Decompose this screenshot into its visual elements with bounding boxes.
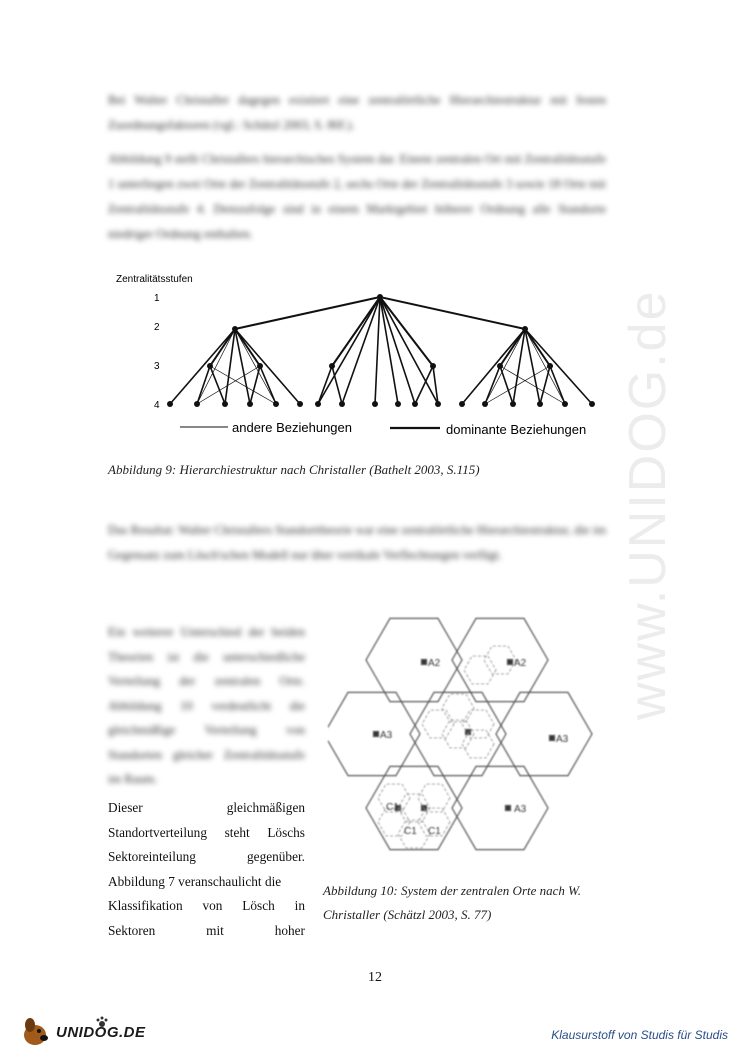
fig10-label: A3 <box>556 734 569 745</box>
fig10-label: A2 <box>428 658 441 669</box>
node-level-4 <box>537 401 543 407</box>
other-edge <box>235 329 260 358</box>
node-level-4 <box>247 401 253 407</box>
node-level-4 <box>297 401 303 407</box>
sub-hexagon <box>422 710 454 738</box>
node-level-2 <box>522 326 528 332</box>
node-level-4 <box>222 401 228 407</box>
node-level-3 <box>207 363 213 369</box>
central-place-marker <box>508 660 513 665</box>
fig10-label: A2 <box>514 658 527 669</box>
paragraph-result: Das Resultat: Walter Christallers Standorttheorie war eine zentralörtliche Hierarchiestruktur, die im Gegensatz zum Lösch'schen Modell nur über vertikale Verflechtungen verfügt. <box>108 523 606 562</box>
text-line: Standortverteilung steht Löschs <box>108 824 305 840</box>
level-label-3: 3 <box>154 361 160 372</box>
legend-other: andere Beziehungen <box>232 420 352 435</box>
text-line: Sektoreinteilung gegenüber. <box>108 849 305 864</box>
node-level-4 <box>315 401 321 407</box>
dominant-edge <box>540 366 550 404</box>
paragraph-1: Bei Walter Christaller dagegen existiert eine zentralörtliche Hierarchiestruktur mit festen Zuordnungsfaktoren (vgl.: Schätzl 2003, S. 80f.). <box>108 93 606 132</box>
dominant-edge <box>318 297 380 404</box>
node-level-4 <box>372 401 378 407</box>
paragraph-intro <box>108 88 606 247</box>
figure-10 <box>328 612 600 874</box>
market-hexagon <box>410 692 506 775</box>
node-level-3 <box>329 363 335 369</box>
node-level-4 <box>167 401 173 407</box>
dog-icon <box>20 1016 54 1048</box>
dominant-edge <box>332 297 380 366</box>
text-line: Klassifikation von Lösch in <box>108 898 305 913</box>
dominant-edge <box>375 297 380 404</box>
paragraph-2: Abbildung 9 stellt Christallers hierarchisches System dar. Einem zentralen Ort mit Zentralitätsstufe 1 unterliegen zwei Orte der Zentralitätsstufe 2, sechs Orte der Zentralitätsstufe 3 sowie 18 Orte mit Zentralitätsstufe 4. Demzufolge sind in einem Marktgebiet höherer Ordnung alle Standorte niedriger Ordnung enthalten. <box>108 152 606 241</box>
fig10-label: C1 <box>404 826 417 837</box>
caption-figure-10: Abbildung 10: System der zentralen Orte nach W. Christaller (Schätzl 2003, S. 77) <box>323 883 582 922</box>
other-edge <box>235 329 276 404</box>
dominant-edge <box>342 297 380 404</box>
logo-text: UNIDOG.DE <box>56 1024 146 1041</box>
watermark: www.UNIDOG.de <box>619 289 677 720</box>
fig10-label: C1 <box>428 826 441 837</box>
node-level-4 <box>194 401 200 407</box>
node-level-4 <box>482 401 488 407</box>
node-level-4 <box>459 401 465 407</box>
dominant-edge <box>260 366 276 404</box>
node-level-3 <box>497 363 503 369</box>
node-level-4 <box>273 401 279 407</box>
level-label-2: 2 <box>154 322 160 333</box>
paragraph-left-blurred: Ein weiterer Unterschied der beiden Theorien ist die unterschiedliche Verteilung der zentralen Orte. Abbildung 10 verdeutlicht die gleichmäßige Verteilung von Standorten gleicher Zentralitätsstufe im Raum. <box>108 625 305 786</box>
caption-figure-9: Abbildung 9: Hierarchiestruktur nach Christaller (Bathelt 2003, S.115) <box>108 462 480 477</box>
text-line: Abbildung 7 veranschaulicht die <box>108 873 282 889</box>
text-line: Sektoren mit hoher <box>108 922 305 938</box>
figure-9 <box>110 268 630 448</box>
node-level-4 <box>562 401 568 407</box>
dominant-edge <box>485 366 500 404</box>
sub-hexagon <box>464 656 496 684</box>
central-place-marker <box>550 736 555 741</box>
fig10-label: A3 <box>514 804 527 815</box>
hierarchy-diagram <box>110 268 630 448</box>
market-hexagon <box>452 618 548 701</box>
hexagon-diagram <box>328 612 600 874</box>
node-level-4 <box>395 401 401 407</box>
market-hexagon <box>366 766 462 849</box>
dominant-edge <box>235 297 380 329</box>
market-hexagon <box>366 618 462 701</box>
dominant-edge <box>525 329 592 404</box>
central-place-marker <box>374 732 379 737</box>
node-level-4 <box>510 401 516 407</box>
dominant-edge <box>210 366 225 404</box>
central-place-marker <box>506 806 511 811</box>
market-hexagon <box>452 766 548 849</box>
node-level-4 <box>589 401 595 407</box>
node-level-3 <box>430 363 436 369</box>
page-number: 12 <box>368 970 382 985</box>
fig10-label: C1 <box>386 802 399 813</box>
node-level-4 <box>412 401 418 407</box>
central-place-marker <box>422 660 427 665</box>
levels-title: Zentralitätsstufen <box>116 274 193 285</box>
node-level-3 <box>257 363 263 369</box>
unidog-logo[interactable] <box>20 1016 160 1048</box>
node-level-4 <box>435 401 441 407</box>
node-level-2 <box>232 326 238 332</box>
footer-tagline: Klausurstoff von Studis für Studis <box>551 1028 728 1042</box>
node-level-3 <box>547 363 553 369</box>
node-level-1 <box>377 294 383 300</box>
sub-hexagon <box>442 694 474 722</box>
legend-dominant: dominante Beziehungen <box>446 422 587 437</box>
paragraph-left-clear <box>108 796 305 943</box>
level-label-4: 4 <box>154 400 160 411</box>
text-line: Dieser gleichmäßigen <box>108 800 305 815</box>
level-label-1: 1 <box>154 293 160 304</box>
fig10-label: A3 <box>380 730 393 741</box>
dominant-edge <box>415 366 433 404</box>
node-level-4 <box>339 401 345 407</box>
market-hexagon <box>496 692 592 775</box>
